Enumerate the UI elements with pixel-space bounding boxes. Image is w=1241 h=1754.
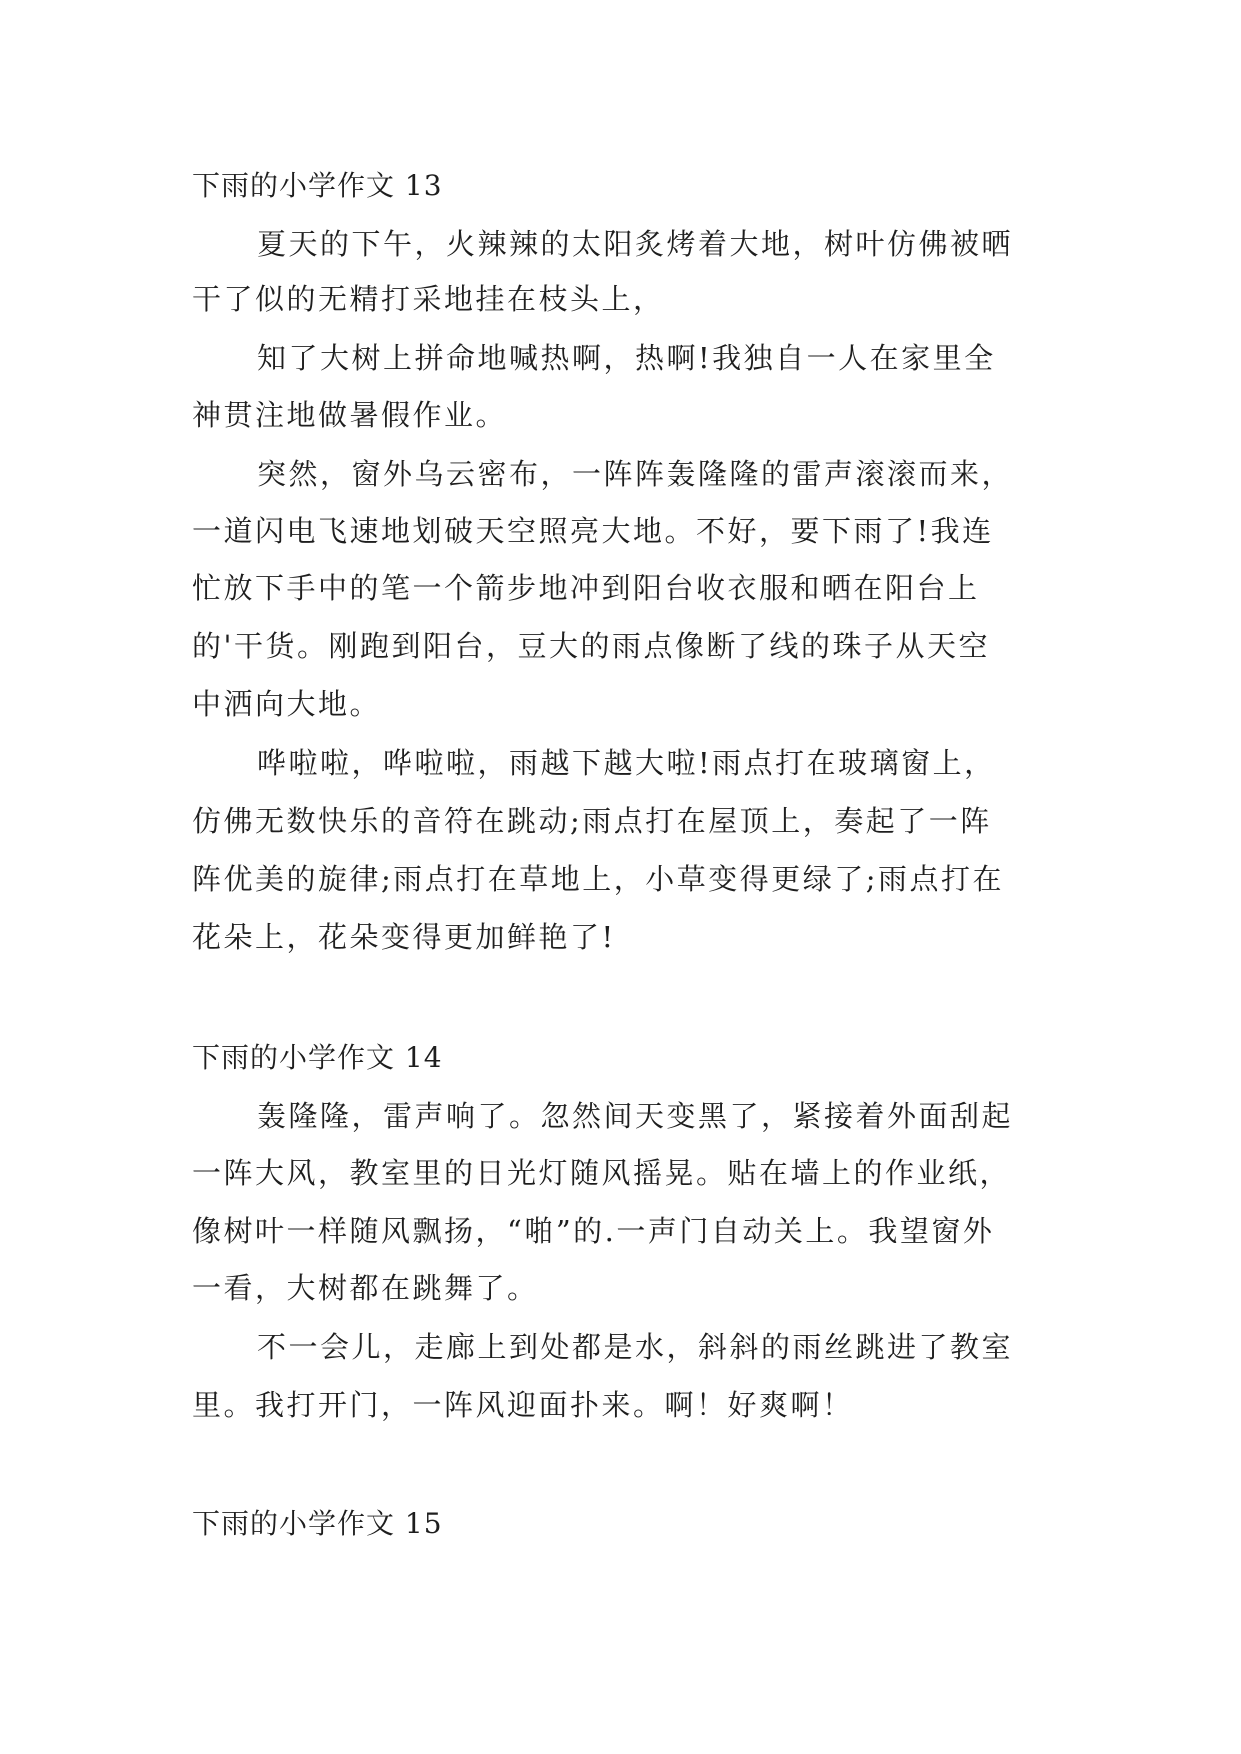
paragraph-line: 神贯注地做暑假作业。 [192,398,508,432]
paragraph-line: 里。我打开门，一阵风迎面扑来。啊！好爽啊！ [192,1388,854,1422]
paragraph-line: 干了似的无精打采地挂在枝头上， [192,282,665,316]
paragraph-line: 一阵大风，教室里的日光灯随风摇晃。贴在墙上的作业纸， [192,1156,1012,1190]
paragraph-line: 夏天的下午，火辣辣的太阳炙烤着大地，树叶仿佛被晒 [257,227,1014,261]
section-title-15: 下雨的小学作文 15 [192,1507,443,1540]
paragraph-line: 一道闪电飞速地划破天空照亮大地。不好，要下雨了!我连 [192,514,994,548]
paragraph-line: 不一会儿，走廊上到处都是水，斜斜的雨丝跳进了教室 [257,1330,1014,1364]
paragraph-line: 仿佛无数快乐的音符在跳动;雨点打在屋顶上，奏起了一阵 [192,804,992,838]
paragraph-line: 一看，大树都在跳舞了。 [192,1271,539,1305]
paragraph-line: 轰隆隆，雷声响了。忽然间天变黑了，紧接着外面刮起 [257,1099,1014,1133]
section-title-13: 下雨的小学作文 13 [192,169,443,202]
paragraph-line: 哗啦啦，哗啦啦，雨越下越大啦!雨点打在玻璃窗上， [257,746,996,780]
paragraph-line: 花朵上，花朵变得更加鲜艳了! [192,920,616,954]
paragraph-line: 知了大树上拼命地喊热啊，热啊!我独自一人在家里全 [257,341,996,375]
paragraph-line: 的'干货。刚跑到阳台，豆大的雨点像断了线的珠子从天空 [192,629,990,663]
section-title-14: 下雨的小学作文 14 [192,1041,443,1074]
paragraph-line: 像树叶一样随风飘扬，“啪”的.一声门自动关上。我望窗外 [192,1214,995,1248]
paragraph-line: 忙放下手中的笔一个箭步地冲到阳台收衣服和晒在阳台上 [192,571,980,605]
paragraph-line: 中洒向大地。 [192,687,382,721]
paragraph-line: 突然，窗外乌云密布，一阵阵轰隆隆的雷声滚滚而来， [257,457,1014,491]
paragraph-line: 阵优美的旋律;雨点打在草地上，小草变得更绿了;雨点打在 [192,862,1005,896]
